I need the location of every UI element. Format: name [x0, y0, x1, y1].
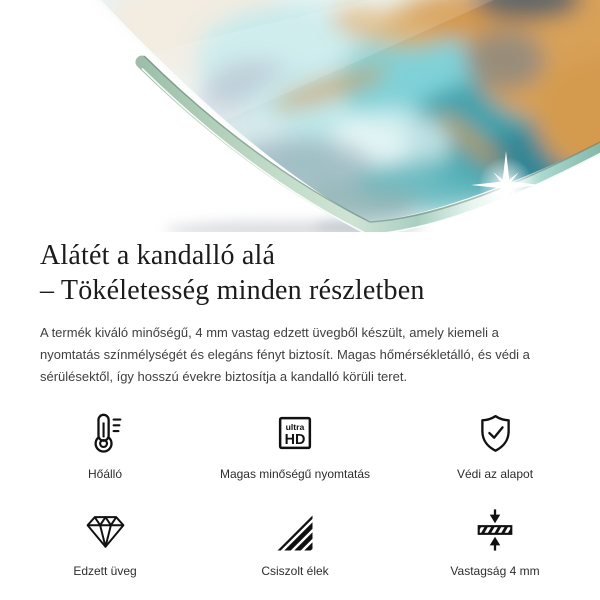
- hd-text: HD: [284, 432, 306, 449]
- feature-thickness-4mm: [420, 507, 570, 578]
- glass-panel-photo: [0, 0, 600, 232]
- feature-label: Magas minőségű nyomtatás: [219, 467, 371, 481]
- diamond-icon: [84, 507, 127, 553]
- ultra-hd-icon: [272, 410, 318, 456]
- hero-product-image: [0, 0, 600, 232]
- compressed-thickness-icon: [472, 507, 518, 553]
- product-description-section: [0, 232, 600, 578]
- feature-label: Hőálló: [87, 467, 123, 481]
- feature-polished-edges: [170, 507, 420, 578]
- feature-grid: [40, 410, 570, 578]
- feature-label: Edzett üveg: [73, 564, 137, 578]
- feature-ultra-hd-print: [170, 410, 420, 481]
- feature-label: Védi az alapot: [456, 467, 534, 481]
- shield-check-icon: [473, 410, 518, 456]
- feature-heat-resistant: [40, 410, 170, 481]
- polished-edges-icon: [275, 507, 315, 553]
- feature-protects-base: [420, 410, 570, 481]
- page-title-line2: – Tökéletesség minden részletben: [40, 275, 425, 306]
- ultra-text: ultra: [285, 422, 305, 433]
- feature-label: Vastagság 4 mm: [450, 564, 540, 578]
- feature-label: Csiszolt élek: [261, 564, 329, 578]
- page-title-line1: Alátét a kandalló alá: [40, 240, 276, 271]
- thermometer-icon: [82, 410, 128, 456]
- page-title: [40, 238, 560, 308]
- feature-tempered-glass: [40, 507, 170, 578]
- product-description-text: A termék kiváló minőségű, 4 mm vastag edzett üvegből készült, amely kiemeli a nyomtatás színmélységét és elegáns fényt biztosít. Magas hőmérsékletálló, és védi a sérülésektől, így hosszú évekre biztosítja a kandalló körüli teret.: [40, 325, 530, 384]
